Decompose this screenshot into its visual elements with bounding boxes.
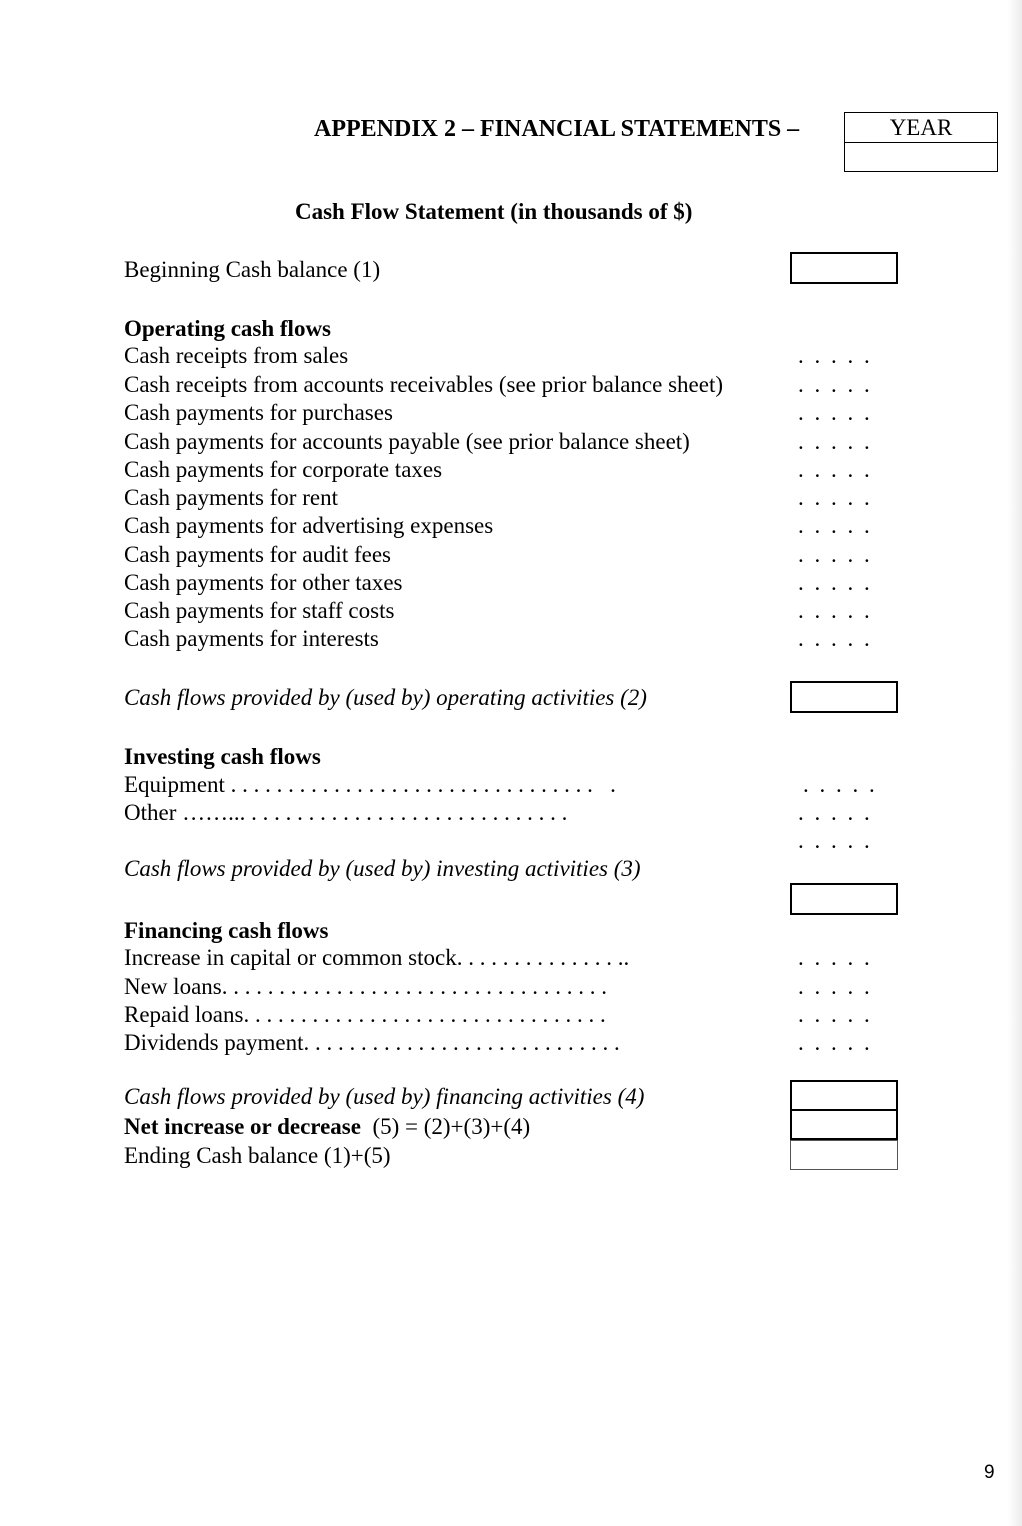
- dot-leader: . . . . .: [798, 485, 873, 510]
- dot-leader: . . . . .: [798, 372, 873, 397]
- financing-heading: Financing cash flows: [124, 918, 329, 943]
- financing-item: Repaid loans. . . . . . . . . . . . . . . . . . . . . . . . . . . . . . . .: [124, 1002, 606, 1027]
- operating-item: Cash payments for rent: [124, 485, 338, 510]
- dot-leader: . . . . .: [798, 598, 873, 623]
- page-number: 9: [984, 1462, 995, 1483]
- dot-leader: . . . . .: [798, 945, 873, 970]
- financing-item: Dividends payment. . . . . . . . . . . . . . . . . . . . . . . . . . . .: [124, 1030, 620, 1055]
- dot-leader: . . . . .: [798, 570, 873, 595]
- dot-leader: . . . . .: [798, 429, 873, 454]
- operating-item: Cash payments for purchases: [124, 400, 393, 425]
- investing-heading: Investing cash flows: [124, 744, 321, 769]
- dot-leader: . . . . .: [798, 343, 873, 368]
- page-edge-shadow: [1008, 0, 1022, 1526]
- financing-item: New loans. . . . . . . . . . . . . . . . . . . . . . . . . . . . . . . . . .: [124, 974, 607, 999]
- year-value-field[interactable]: [845, 143, 997, 172]
- dot-leader: . . . . .: [798, 974, 873, 999]
- operating-item: Cash payments for interests: [124, 626, 379, 651]
- dot-leader: . . . . .: [798, 1030, 873, 1055]
- net-change-formula: (5) = (2)+(3)+(4): [360, 1114, 531, 1139]
- operating-item: Cash payments for audit fees: [124, 542, 391, 567]
- operating-total-label: Cash flows provided by (used by) operating activities (2): [124, 685, 647, 710]
- net-change-label: Net increase or decrease: [124, 1114, 361, 1139]
- year-box: [844, 112, 998, 172]
- operating-item: Cash payments for other taxes: [124, 570, 403, 595]
- operating-heading: Operating cash flows: [124, 316, 331, 341]
- investing-total-box[interactable]: [790, 883, 898, 915]
- dot-leader: . . . . .: [798, 800, 873, 825]
- investing-item: Equipment . . . . . . . . . . . . . . . . . . . . . . . . . . . . . . . . .: [124, 772, 616, 797]
- dot-leader: . . . . .: [803, 772, 878, 797]
- financing-total-box[interactable]: [790, 1080, 898, 1111]
- operating-item: Cash receipts from sales: [124, 343, 349, 368]
- financing-item: Increase in capital or common stock. . . . . . . . . . . . . . ..: [124, 945, 630, 970]
- investing-total-label: Cash flows provided by (used by) investing activities (3): [124, 856, 641, 881]
- operating-total-box[interactable]: [790, 681, 898, 713]
- operating-item: Cash payments for accounts payable (see prior balance sheet): [124, 429, 690, 454]
- dot-leader: . . . . .: [798, 626, 873, 651]
- dot-leader: . . . . .: [798, 457, 873, 482]
- dot-leader: . . . . .: [798, 828, 873, 853]
- operating-item: Cash payments for advertising expenses: [124, 513, 494, 538]
- financing-total-label: Cash flows provided by (used by) financing activities (4): [124, 1084, 645, 1109]
- beginning-balance-box[interactable]: [790, 252, 898, 284]
- ending-balance-box[interactable]: [790, 1140, 898, 1170]
- net-change-box[interactable]: [790, 1109, 898, 1140]
- dot-leader: . . . . .: [798, 542, 873, 567]
- dot-leader: . . . . .: [798, 513, 873, 538]
- operating-item: Cash payments for corporate taxes: [124, 457, 443, 482]
- appendix-title: APPENDIX 2 – FINANCIAL STATEMENTS –: [314, 116, 800, 142]
- ending-balance-label: Ending Cash balance (1)+(5): [124, 1143, 391, 1168]
- year-label: YEAR: [845, 113, 997, 143]
- net-change-line: [124, 1115, 530, 1138]
- dot-leader: . . . . .: [798, 1002, 873, 1027]
- beginning-balance-label: Beginning Cash balance (1): [124, 257, 381, 282]
- dot-leader: . . . . .: [798, 400, 873, 425]
- operating-item: Cash receipts from accounts receivables (see prior balance sheet): [124, 372, 723, 397]
- operating-item: Cash payments for staff costs: [124, 598, 395, 623]
- investing-item: Other ……... . . . . . . . . . . . . . . . . . . . . . . . . . . . .: [124, 800, 568, 825]
- statement-title: Cash Flow Statement (in thousands of $): [295, 199, 693, 224]
